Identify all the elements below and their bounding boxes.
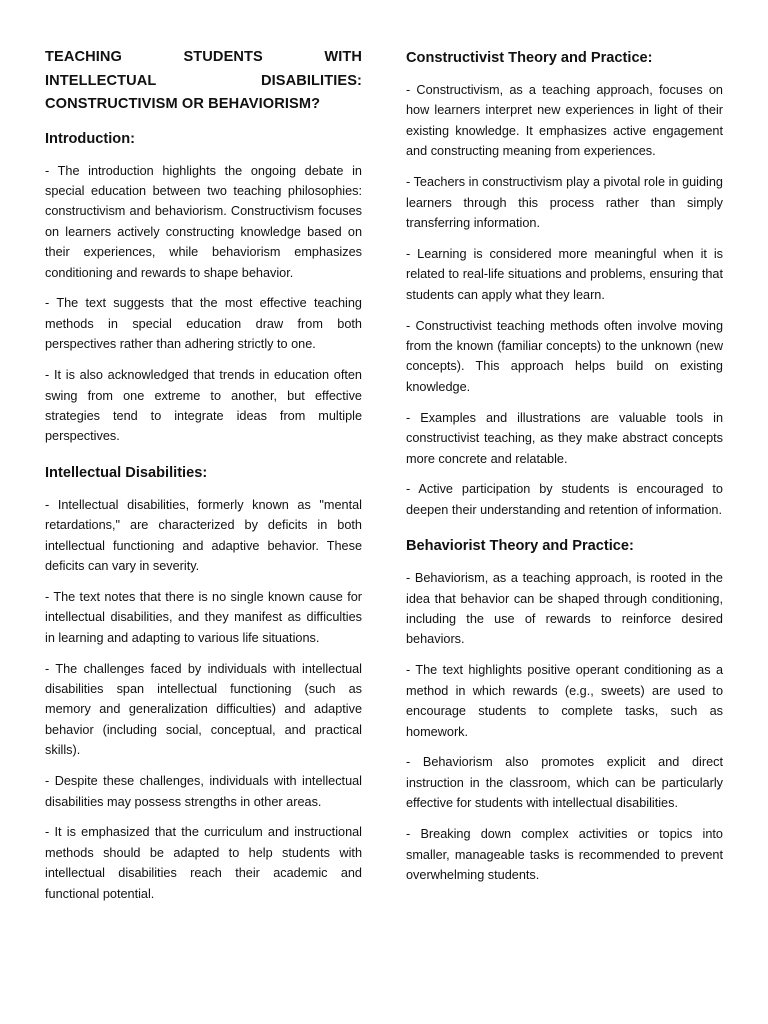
- introduction-paragraph: - The introduction highlights the ongoing debate in special education between two teaching philosophies: constructivism and behaviorism. Constructivism focuses on learners actively constructing knowledge based on their experiences, while behaviorism emphasizes conditioning and rewards to shape behavior.: [45, 163, 362, 280]
- introduction-heading: Introduction:: [45, 130, 135, 147]
- intellectual-disabilities-paragraph: - It is emphasized that the curriculum and instructional methods should be adapted to help students with intellectual disabilities reach their academic and functional potential.: [45, 825, 362, 901]
- intellectual-disabilities-paragraph: - The text notes that there is no single known cause for intellectual disabilities, and they manifest as difficulties in learning and adapting to various life situations.: [45, 589, 362, 645]
- introduction-paragraph: - The text suggests that the most effective teaching methods in special education draw from both perspectives rather than adhering strictly to one.: [45, 296, 362, 352]
- constructivist-paragraph: - Constructivism, as a teaching approach, focuses on how learners interpret new experiences in light of their existing knowledge. It emphasizes active engagement and constructing meaning from experiences.: [406, 83, 723, 159]
- right-column: [406, 46, 723, 896]
- constructivist-paragraph: - Active participation by students is encouraged to deepen their understanding and retention of information.: [406, 482, 723, 517]
- left-column: [45, 46, 362, 915]
- introduction-paragraph: - It is also acknowledged that trends in education often swing from one extreme to another, but effective strategies tend to integrate ideas from multiple perspectives.: [45, 368, 362, 444]
- constructivist-paragraph: - Teachers in constructivism play a pivotal role in guiding learners through this process rather than simply transferring information.: [406, 175, 723, 230]
- document-title: TEACHING STUDENTS WITH INTELLECTUAL DISABILITIES: CONSTRUCTIVISM OR BEHAVIORISM?: [45, 49, 362, 112]
- behaviorist-paragraph: - Behaviorism also promotes explicit and direct instruction in the classroom, which can be particularly effective for students with intellectual disabilities.: [406, 755, 723, 811]
- behaviorist-paragraph: - Breaking down complex activities or topics into smaller, manageable tasks is recommended to prevent overwhelming students.: [406, 827, 723, 882]
- constructivist-heading: Constructivist Theory and Practice:: [406, 50, 653, 66]
- intellectual-disabilities-paragraph: - Intellectual disabilities, formerly known as "mental retardations," are characterized by deficits in both intellectual functioning and adaptive behavior. These deficits can vary in severity.: [45, 497, 362, 573]
- intellectual-disabilities-paragraph: - The challenges faced by individuals with intellectual disabilities span intellectual functioning (such as memory and generalization difficulties) and adaptive behavior (including social, conceptual, and practical skills).: [45, 661, 362, 758]
- constructivist-paragraph: - Constructivist teaching methods often involve moving from the known (familiar concepts) to the unknown (new concepts). This approach helps build on existing knowledge.: [406, 318, 723, 394]
- intellectual-disabilities-heading: Intellectual Disabilities:: [45, 464, 208, 481]
- intellectual-disabilities-paragraph: - Despite these challenges, individuals with intellectual disabilities may possess strengths in other areas.: [45, 774, 362, 809]
- behaviorist-heading: Behaviorist Theory and Practice:: [406, 538, 634, 555]
- behaviorist-paragraph: - Behaviorism, as a teaching approach, is rooted in the idea that behavior can be shaped through conditioning, including the use of rewards to reinforce desired behaviors.: [406, 571, 723, 647]
- behaviorist-paragraph: - The text highlights positive operant conditioning as a method in which rewards (e.g., sweets) are used to encourage students to complete tasks, such as homework.: [406, 663, 723, 739]
- constructivist-paragraph: - Learning is considered more meaningful when it is related to real-life situations and problems, ensuring that students can apply what they learn.: [406, 246, 723, 302]
- constructivist-paragraph: - Examples and illustrations are valuable tools in constructivist teaching, as they make abstract concepts more concrete and relatable.: [406, 410, 723, 466]
